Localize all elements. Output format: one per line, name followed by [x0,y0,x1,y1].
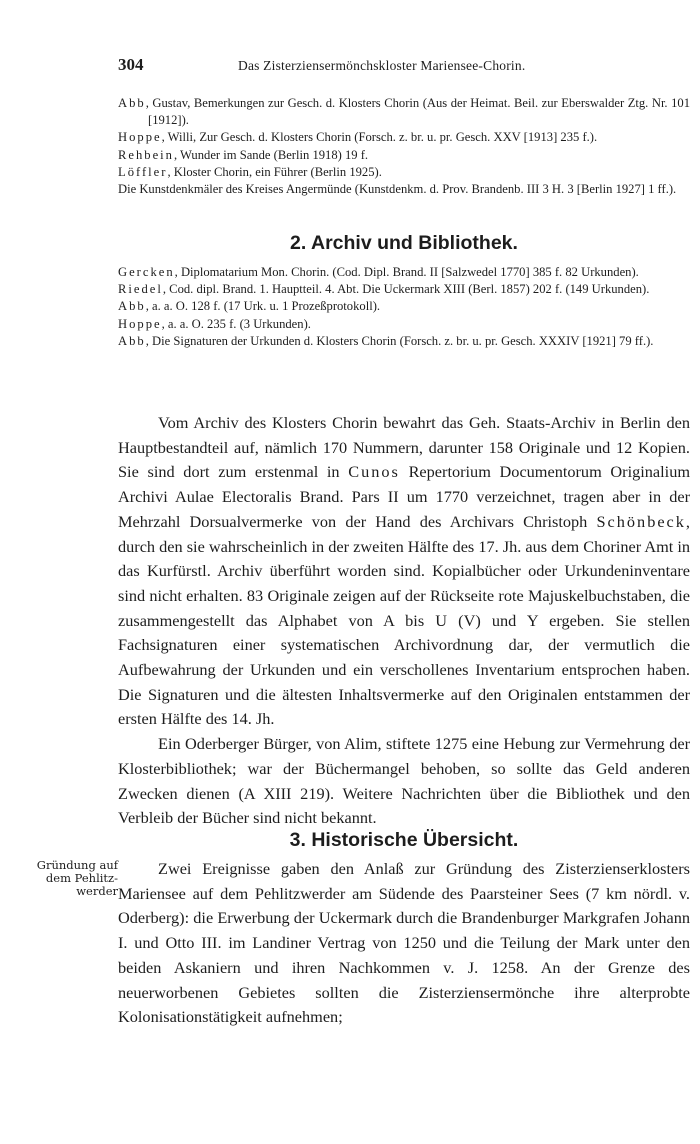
body-paragraph: Zwei Ereignisse gaben den Anlaß zur Gründung des Zisterzienserklosters Mariensee auf dem Pehlitzwerder am Südende des Paarsteiner Sees (7 km nördl. v. Oderberg): die Erwerbung der Uckermark durch die Brandenburger Markgrafen Johann I. und Otto III. im Landiner Vertrag von 1250 und die Teilung der Mark unter den beiden Askaniern und ihren Nachkommen v. J. 1258. An der Grenze des neuerworbenen Gebietes sollten die Zisterziensermönche ihre alterprobte Kolonisationstätigkeit aufnehmen; [118,859,690,1027]
bib-text: , Gustav, Bemerkungen zur Gesch. d. Klosters Chorin (Aus der Heimat. Beil. zur Eberswalder Ztg. Nr. 101 [1912]). [145,96,690,128]
bib-author: Hoppe [118,130,162,145]
bib-text: , Die Signaturen der Urkunden d. Klosters Chorin (Forsch. z. br. u. pr. Gesch. XXXIV [1921] 79 ff.). [145,333,654,348]
margin-note-line: werder [76,884,118,898]
bib-text: , Wunder im Sande (Berlin 1918) 19 f. [173,147,369,162]
page-number: 304 [118,55,144,74]
margin-note [28,859,118,898]
bib-author: Löffler [118,164,168,179]
person-name: Schönbeck [596,511,686,531]
text-run: , durch den sie wahrscheinlich in der zweiten Hälfte des 17. Jh. aus dem Choriner Amt in das Kurfürstl. Archiv überführt worden sind. Kopialbücher oder Urkundeninventare sind nicht erhalten. 83 Originale zeigen auf der Rückseite rote Majuskelbuchstaben, die zusammengestellt das Alphabet von A bis U (V) und Y ergeben. Sie stellen Fachsignaturen einer systematischen Archivordnung dar, der vermutlich die Aufbewahrung der Urkunden und ein verschollenes Inventarium entsprochen haben. Die Signaturen und die ältesten Inhaltsvermerke auf den Originalen entstammen der ersten Hälfte des 14. Jh. [118,511,690,729]
bibliography-entry [118,298,690,315]
bibliography-entry [118,333,690,350]
bib-author: Hoppe [118,316,162,331]
person-name: Cunos [348,462,400,482]
running-head [118,55,690,77]
bib-text: , Willi, Zur Gesch. d. Klosters Chorin (Forsch. z. br. u. pr. Gesch. XXV [1913] 235 f.). [161,130,598,145]
text-run: Vom Archiv des Klosters Chorin bewahrt das Geh. Staats-Archiv in Berlin den Hauptbestandteil auf, nämlich 170 Nummern, darunter 158 Originale und 12 Kopien. Sie sind dort zum erstenmal in [118,413,690,482]
margin-note-line: Gründung auf [36,858,118,872]
body-paragraph: Ein Oderberger Bürger, von Alim, stiftete 1275 eine Hebung zur Vermehrung der Klosterbibliothek; war der Büchermangel behoben, so sollte das Geld anderen Zwecken dienen (A XIII 219). Weitere Nachrichten über die Bibliothek und den Verbleib der Bücher sind nicht bekannt. [118,734,690,828]
bib-text: , Kloster Chorin, ein Führer (Berlin 1925). [167,164,382,179]
bib-author: Rehbein [118,147,174,162]
bib-text: Die Kunstdenkmäler des Kreises Angermünde (Kunstdenkm. d. Prov. Brandenb. III 3 H. 3 [Berlin 1927] 1 ff.). [118,182,677,197]
section-archiv-body [118,411,690,831]
bib-text: , Cod. dipl. Brand. 1. Hauptteil. 4. Abt. Die Uckermark XIII (Berl. 1857) 202 f. (149 Urkunden). [162,282,650,297]
margin-note-line: dem Pehlitz- [45,871,118,885]
bibliography-entry [118,164,690,181]
bib-text: , a. a. O. 235 f. (3 Urkunden). [161,316,311,331]
bib-author: Abb [118,299,146,314]
bibliography-entry [118,95,690,129]
bib-author: Abb [118,96,146,110]
body-paragraph [118,411,690,732]
bibliography-entry [118,316,690,333]
bibliography-list [118,264,690,350]
text-run: Repertorium Documentorum Originalium Archivi Aulae Electoralis Brand. Pars II um 1770 verzeichnet, tragen aber in der Mehrzahl Dorsualvermerke von der Hand des Archivars Christoph [118,462,691,531]
section-historische-body [118,857,690,1030]
section-heading-archiv: 2. Archiv und Bibliothek. [290,232,518,254]
bib-author: Riedel [118,282,163,297]
bib-author: Abb [118,333,146,348]
bib-text: , a. a. O. 128 f. (17 Urk. u. 1 Prozeßprotokoll). [145,299,381,314]
running-title: Das Zisterziensermönchskloster Mariensee-Chorin. [238,58,526,73]
section-heading-historische: 3. Historische Übersicht. [289,829,519,851]
bibliography-list [118,95,690,198]
bib-author: Gercken [118,265,175,279]
bib-text: , Diplomatarium Mon. Chorin. (Cod. Dipl. Brand. II [Salzwedel 1770] 385 f. 82 Urkunden). [174,265,639,279]
bibliography-entry [118,129,690,146]
bibliography-entry [118,281,690,298]
bibliography-entry [118,264,690,281]
bibliography-entry [118,181,690,198]
bibliography-entry [118,147,690,164]
